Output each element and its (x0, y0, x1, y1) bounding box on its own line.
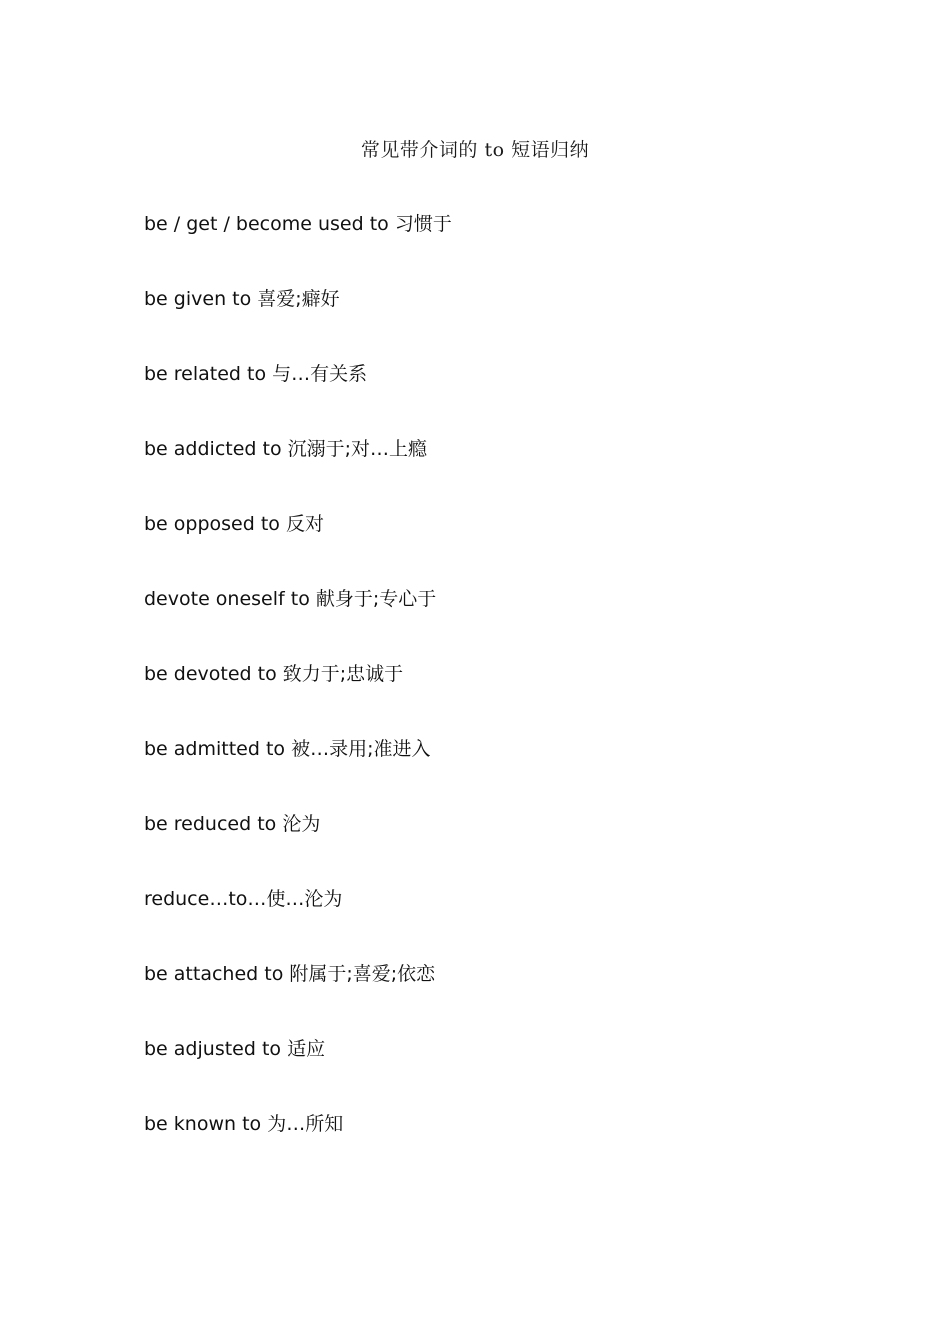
document-title: 常见带介词的 to 短语归纳 (360, 139, 590, 161)
phrase-item: be related to 与…有关系 (144, 363, 368, 385)
phrase-item: be attached to 附属于;喜爱;依恋 (144, 963, 436, 985)
phrase-item: be known to 为…所知 (144, 1113, 344, 1135)
phrase-item: be devoted to 致力于;忠诚于 (144, 663, 404, 685)
phrase-item: reduce…to…使…沦为 (144, 888, 343, 910)
phrase-item: be admitted to 被…录用;准进入 (144, 738, 431, 760)
phrase-item: be addicted to 沉溺于;对…上瘾 (144, 438, 428, 460)
phrase-item: be opposed to 反对 (144, 513, 324, 535)
phrase-item: be reduced to 沦为 (144, 813, 321, 835)
phrase-item: be / get / become used to 习惯于 (144, 213, 452, 235)
phrase-item: be adjusted to 适应 (144, 1038, 326, 1060)
phrase-item: devote oneself to 献身于;专心于 (144, 588, 437, 610)
phrase-list (144, 210, 452, 1185)
phrase-item: be given to 喜爱;癖好 (144, 288, 340, 310)
